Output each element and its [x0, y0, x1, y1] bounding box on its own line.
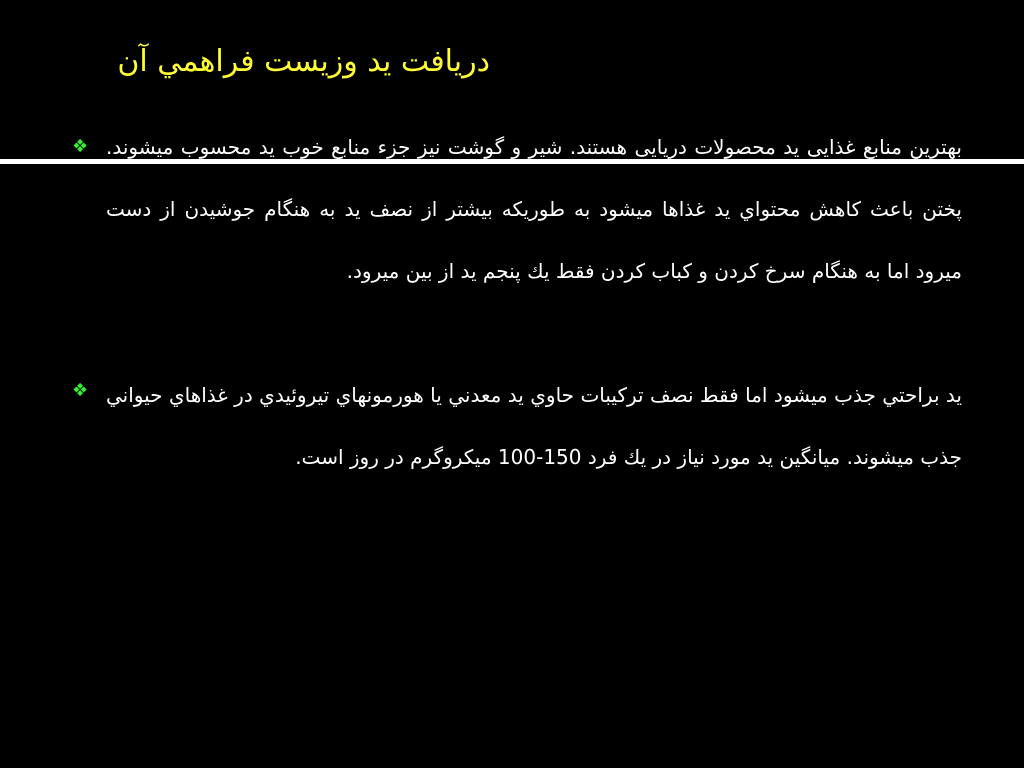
bullet-text-1: بهترین منابع غذایی ید محصولات دریایی هستند. شیر و گوشت نیز جزء منابع خوب ید محسوب میشوند. پختن باعث کاهش محتواي يد غذاها ميشود به طوريكه بيشتر از نصف يد به هنگام جوشيدن از دست ميرود اما به هنگام سرخ كردن و كباب كردن فقط يك پنجم يد از بين ميرود. [106, 135, 962, 283]
slide-title: دريافت يد وزيست فراهمي آن [117, 44, 490, 79]
bullet-text-2: يد براحتي جذب ميشود اما فقط نصف تركيبات حاوي يد معدني يا هورمونهاي تيروئيدي در غذاهاي حيواني جذب ميشوند. ميانگين يد مورد نياز در يك فرد 150-100 ميكروگرم در روز است. [106, 383, 962, 469]
diamond-bullet-icon: ❖ [72, 136, 89, 157]
diamond-bullet-icon: ❖ [72, 380, 89, 401]
